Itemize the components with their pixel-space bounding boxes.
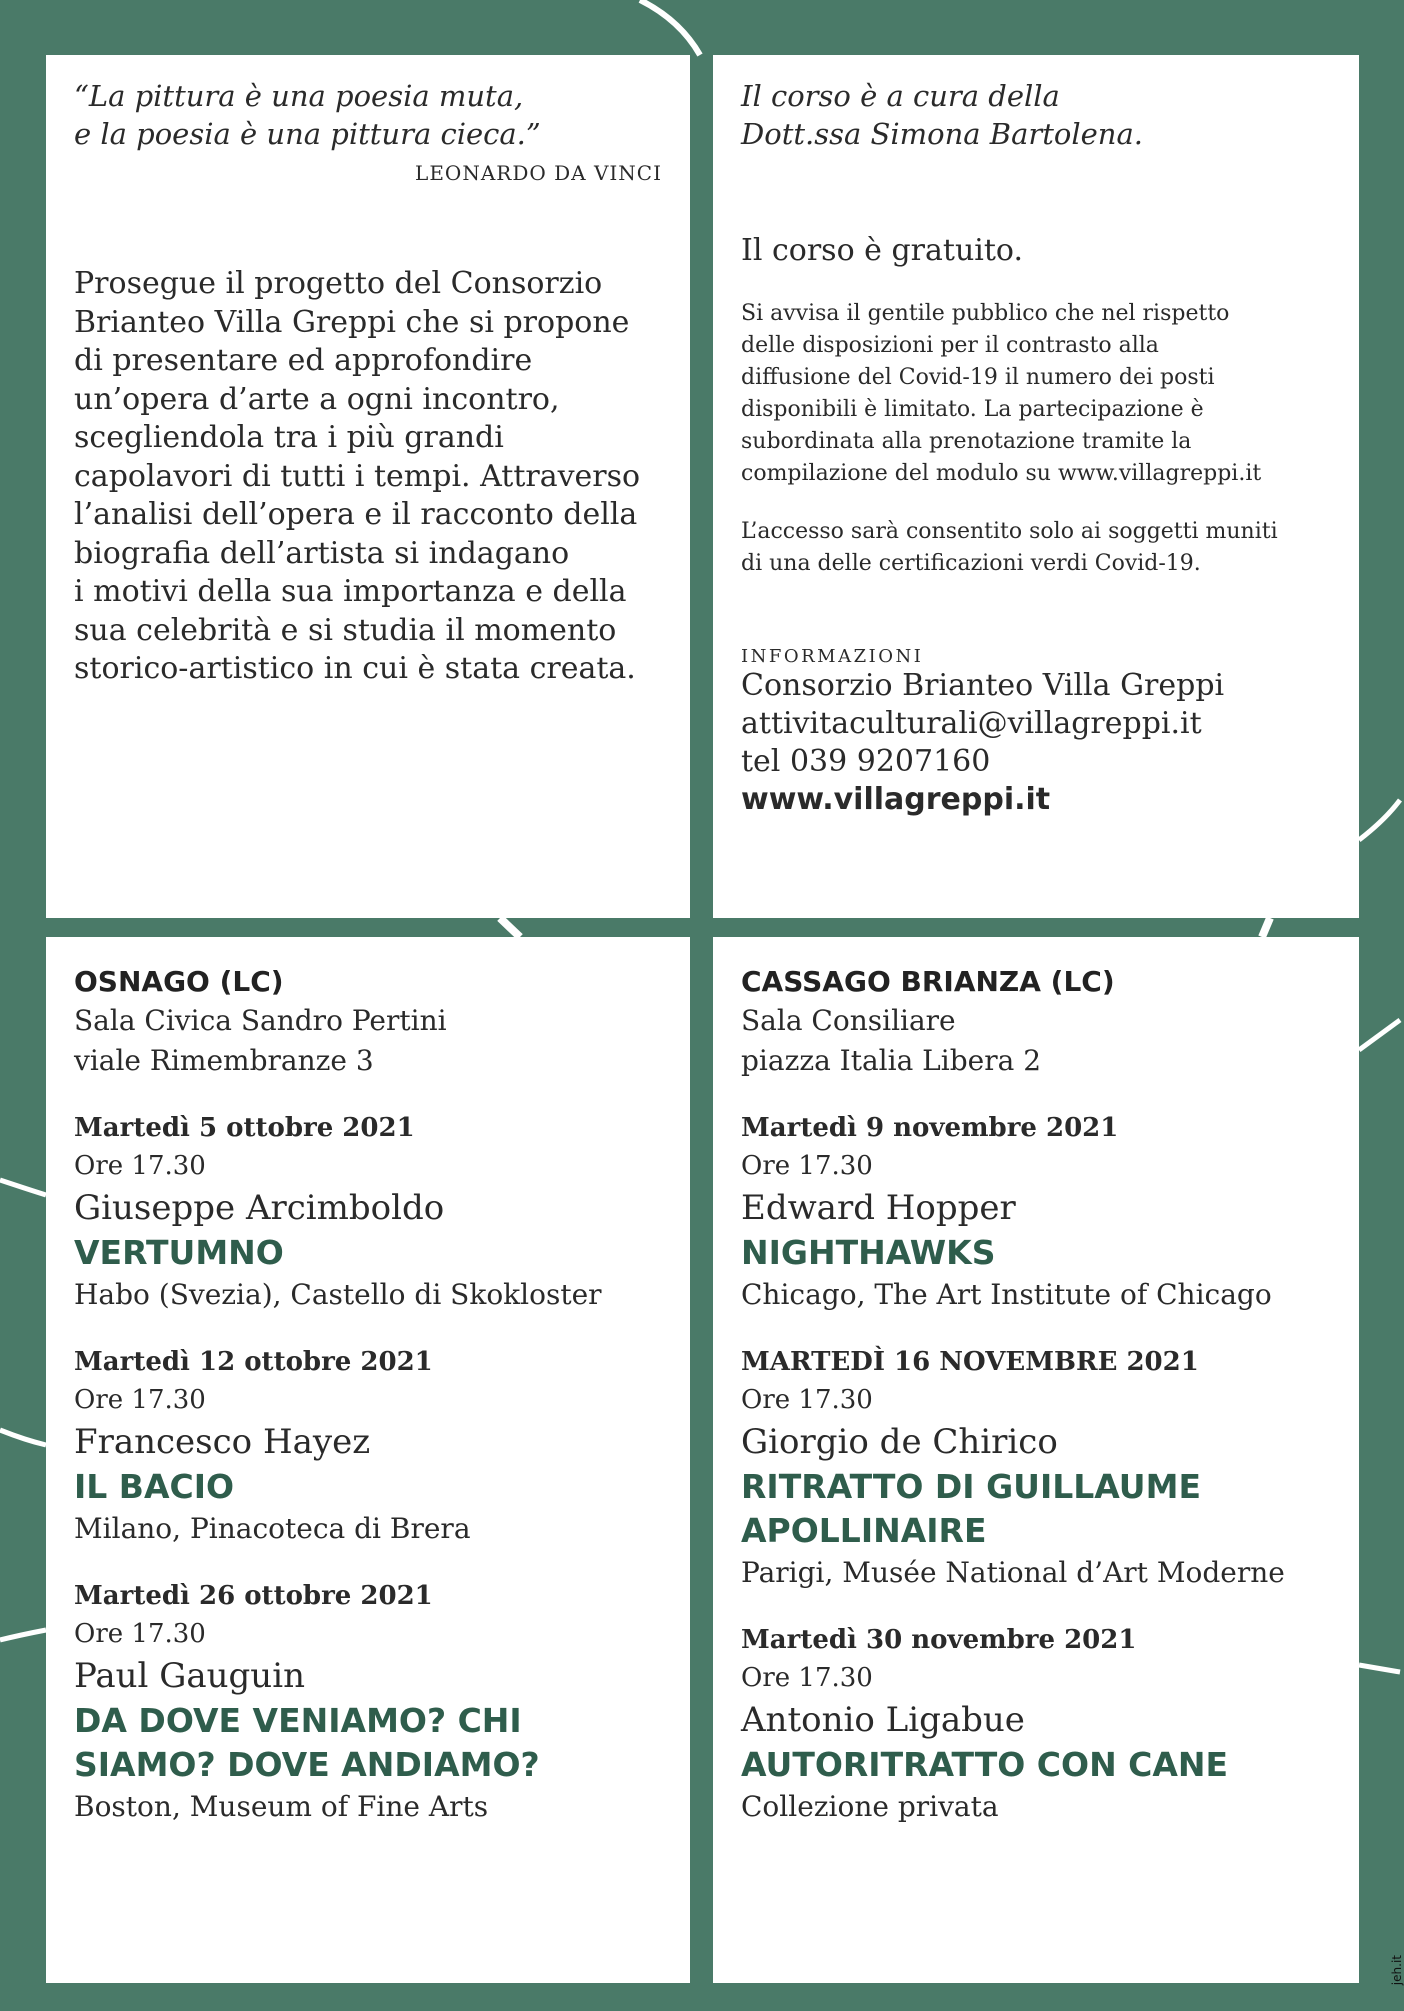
event-artist: Edward Hopper bbox=[741, 1188, 1016, 1228]
venue-city: CASSAGO BRIANZA (LC) bbox=[741, 965, 1115, 998]
event-artist: Paul Gauguin bbox=[74, 1656, 305, 1696]
venue-name: Sala Consiliare bbox=[741, 1004, 956, 1037]
event-item bbox=[74, 1577, 662, 1827]
venue-name: Sala Civica Sandro Pertini bbox=[74, 1004, 447, 1037]
notice-line: subordinata alla prenotazione tramite la bbox=[741, 429, 1192, 454]
event-artwork-location: Parigi, Musée National d’Art Moderne bbox=[741, 1556, 1285, 1589]
event-artwork-title: RITRATTO DI GUILLAUME APOLLINAIRE bbox=[741, 1467, 1201, 1550]
event-time: Ore 17.30 bbox=[74, 1151, 206, 1181]
access-notice bbox=[741, 516, 1331, 580]
quote-line-1: “La pittura è una poesia muta, bbox=[74, 79, 524, 113]
event-item bbox=[741, 1621, 1331, 1827]
event-artwork-title: VERTUMNO bbox=[74, 1233, 284, 1272]
info-panel bbox=[713, 55, 1359, 918]
venue-address: viale Rimembranze 3 bbox=[74, 1044, 374, 1077]
intro-line: Brianteo Villa Greppi che si propone bbox=[74, 304, 630, 340]
event-time: Ore 17.30 bbox=[74, 1619, 206, 1649]
intro-line: Prosegue il progetto del Consorzio bbox=[74, 266, 603, 301]
event-artist: Giorgio de Chirico bbox=[741, 1422, 1058, 1462]
notice-line: disponibili è limitato. La partecipazione è bbox=[741, 397, 1204, 422]
intro-line: scegliendola tra i più grandi bbox=[74, 420, 504, 455]
event-artwork-title: AUTORITRATTO CON CANE bbox=[741, 1745, 1229, 1784]
event-artwork-location: Milano, Pinacoteca di Brera bbox=[74, 1512, 471, 1545]
notice-line: Si avvisa il gentile pubblico che nel rispetto bbox=[741, 301, 1230, 326]
intro-line: capolavori di tutti i tempi. Attraverso bbox=[74, 458, 641, 494]
event-date: Martedì 30 novembre 2021 bbox=[741, 1625, 1137, 1655]
event-item bbox=[74, 1109, 662, 1315]
intro-panel bbox=[46, 55, 690, 918]
event-artwork-location: Boston, Museum of Fine Arts bbox=[74, 1790, 489, 1823]
quote-line-2: e la poesia è una pittura cieca.” bbox=[74, 117, 541, 151]
info-heading: INFORMAZIONI bbox=[741, 646, 924, 667]
event-item bbox=[74, 1343, 662, 1549]
event-time: Ore 17.30 bbox=[74, 1385, 206, 1415]
event-date: Martedì 9 novembre 2021 bbox=[741, 1113, 1119, 1143]
intro-line: sua celebrità e si studia il momento bbox=[74, 612, 617, 648]
curator-line-2: Dott.ssa Simona Bartolena. bbox=[741, 117, 1143, 151]
notice-line: delle disposizioni per il contrasto alla bbox=[741, 333, 1159, 358]
event-artwork-title: IL BACIO bbox=[74, 1467, 235, 1506]
curator-line-1: Il corso è a cura della bbox=[741, 79, 1060, 113]
event-artist: Giuseppe Arcimboldo bbox=[74, 1188, 445, 1228]
event-date: Martedì 5 ottobre 2021 bbox=[74, 1113, 415, 1143]
info-email-link[interactable]: attivitaculturali@villagreppi.it bbox=[741, 706, 1202, 741]
intro-line: di presentare ed approfondire bbox=[74, 343, 533, 378]
event-artwork-title: NIGHTHAWKS bbox=[741, 1233, 996, 1272]
website-link[interactable]: www.villagreppi.it bbox=[741, 782, 1051, 817]
event-date: Martedì 26 ottobre 2021 bbox=[74, 1581, 433, 1611]
event-date: MARTEDÌ 16 NOVEMBRE 2021 bbox=[741, 1347, 1199, 1377]
intro-line: storico-artistico in cui è stata creata. bbox=[74, 651, 636, 686]
event-item bbox=[741, 1109, 1331, 1315]
event-time: Ore 17.30 bbox=[741, 1663, 873, 1693]
info-organization: Consorzio Brianteo Villa Greppi bbox=[741, 668, 1225, 703]
notice-line: L’accesso sarà consentito solo ai soggetti muniti bbox=[741, 519, 1278, 544]
event-artwork-location: Chicago, The Art Institute of Chicago bbox=[741, 1278, 1272, 1311]
venue-address: piazza Italia Libera 2 bbox=[741, 1044, 1042, 1077]
venue-city: OSNAGO (LC) bbox=[74, 965, 284, 998]
event-time: Ore 17.30 bbox=[741, 1385, 873, 1415]
quote-attribution: LEONARDO DA VINCI bbox=[415, 161, 662, 185]
intro-line: l’analisi dell’opera e il racconto della bbox=[74, 497, 638, 532]
designer-credit: jeh.it bbox=[1390, 1955, 1404, 1986]
event-artist: Antonio Ligabue bbox=[741, 1700, 1025, 1740]
covid-notice bbox=[741, 298, 1331, 490]
intro-body bbox=[74, 265, 662, 689]
osnago-schedule-panel bbox=[46, 937, 690, 1983]
intro-line: i motivi della sua importanza e della bbox=[74, 574, 627, 609]
info-phone[interactable]: tel 039 9207160 bbox=[741, 744, 991, 779]
notice-line: di una delle certificazioni verdi Covid-19. bbox=[741, 551, 1201, 576]
cassago-schedule-panel bbox=[713, 937, 1359, 1983]
event-artwork-location: Collezione privata bbox=[741, 1790, 999, 1823]
event-artist: Francesco Hayez bbox=[74, 1422, 371, 1462]
intro-line: un’opera d’arte a ogni incontro, bbox=[74, 381, 560, 417]
free-course-note: Il corso è gratuito. bbox=[741, 233, 1023, 268]
event-artwork-location: Habo (Svezia), Castello di Skokloster bbox=[74, 1278, 602, 1311]
notice-line: diffusione del Covid-19 il numero dei posti bbox=[741, 365, 1215, 390]
event-time: Ore 17.30 bbox=[741, 1151, 873, 1181]
intro-line: biografia dell’artista si indagano bbox=[74, 535, 570, 571]
event-date: Martedì 12 ottobre 2021 bbox=[74, 1347, 433, 1377]
notice-line: compilazione del modulo su www.villagreppi.it bbox=[741, 461, 1262, 486]
event-artwork-title: DA DOVE VENIAMO? CHI SIAMO? DOVE ANDIAMO? bbox=[74, 1701, 540, 1784]
event-item bbox=[741, 1343, 1331, 1593]
